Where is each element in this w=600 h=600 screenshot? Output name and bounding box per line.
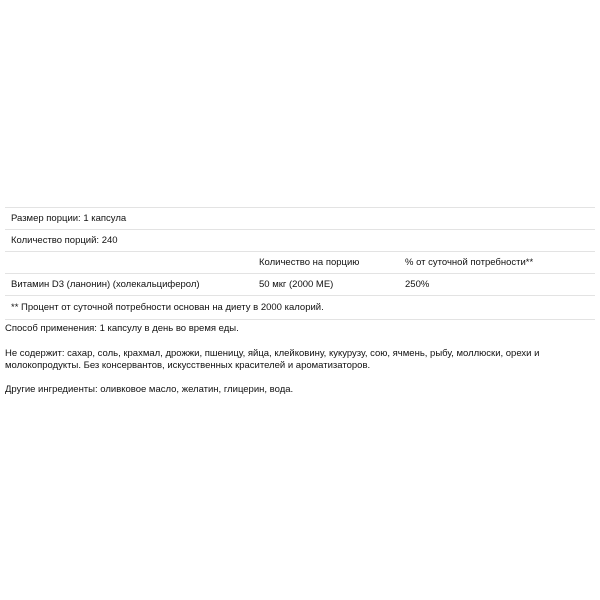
nutrient-daily-value: 250% — [405, 279, 430, 290]
supplement-facts-table — [5, 207, 595, 320]
servings-per-container-text: Количество порций: 240 — [11, 235, 118, 246]
nutrient-name: Витамин D3 (ланонин) (холекальциферол) — [11, 279, 200, 290]
amount-per-serving-header: Количество на порцию — [259, 257, 360, 268]
table-row — [5, 273, 595, 295]
daily-value-header: % от суточной потребности** — [405, 257, 534, 268]
nutrient-amount: 50 мкг (2000 МЕ) — [259, 279, 334, 290]
table-header-row — [5, 251, 595, 273]
serving-size-text: Размер порции: 1 капсула — [11, 213, 127, 224]
servings-per-container-row — [5, 229, 595, 251]
does-not-contain-text: Не содержит: сахар, соль, крахмал, дрожжи, пшеницу, яйца, клейковину, кукурузу, сою, ячмень, рыбу, моллюски, орехи и молокопродукты. Без консервантов, искусственных красителей и ароматизаторов. — [5, 348, 540, 371]
usage-instructions: Способ применения: 1 капсулу в день во время еды. — [5, 323, 239, 334]
footnote-row — [5, 295, 595, 320]
daily-value-footnote: ** Процент от суточной потребности основан на диету в 2000 калорий. — [11, 302, 324, 313]
serving-size-row — [5, 207, 595, 229]
other-ingredients-text: Другие ингредиенты: оливковое масло, желатин, глицерин, вода. — [5, 384, 294, 395]
